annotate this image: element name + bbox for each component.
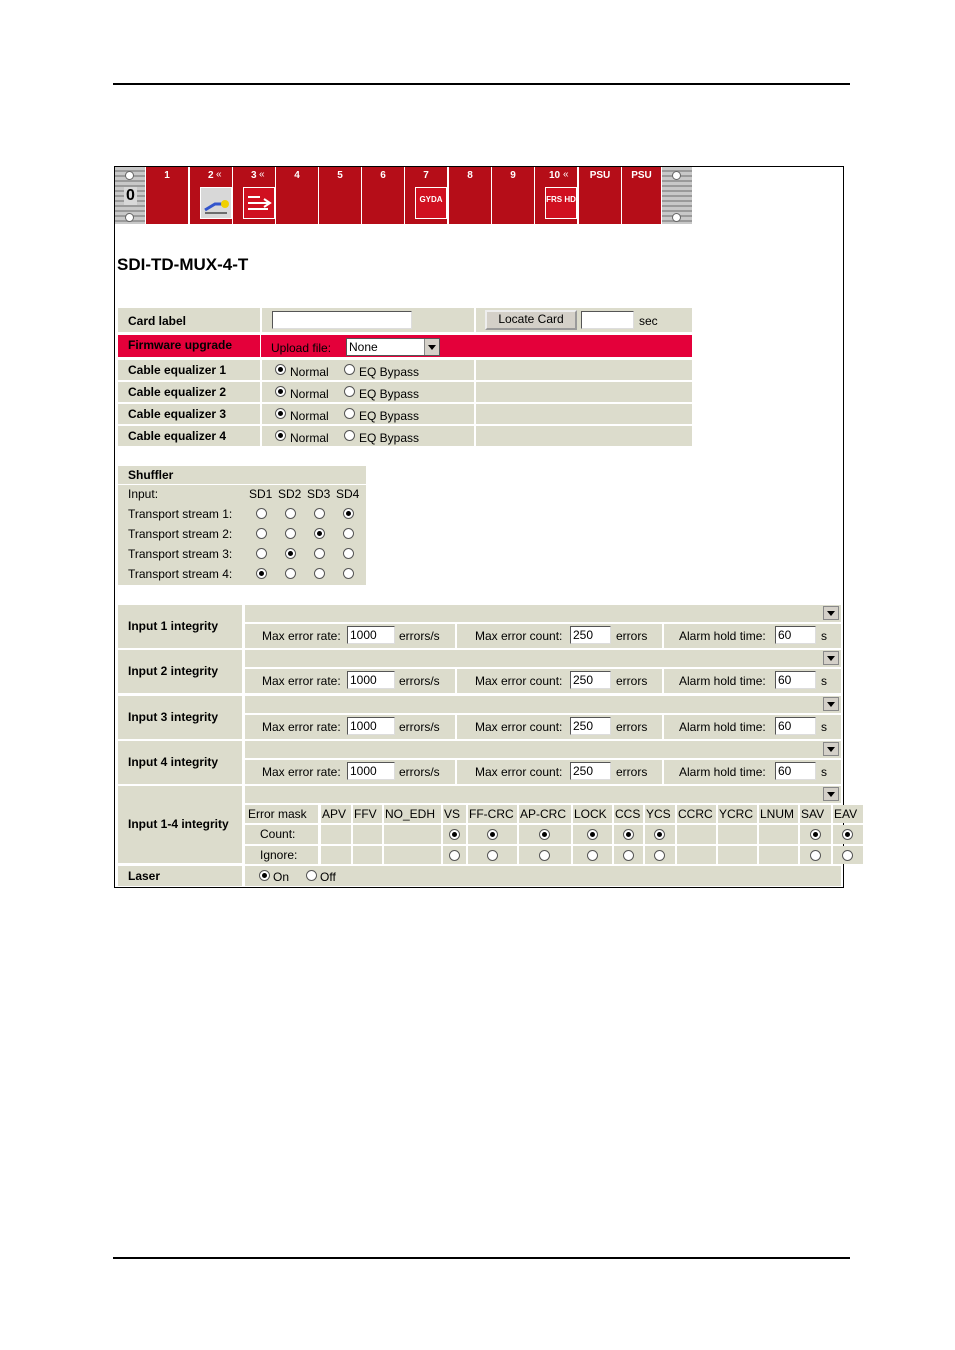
slot-number: PSU bbox=[589, 170, 611, 181]
integrity-field-cell bbox=[664, 669, 841, 693]
integrity-field-cell bbox=[457, 624, 662, 648]
integrity-field-cell bbox=[457, 760, 662, 784]
integrity-field-input[interactable] bbox=[347, 762, 395, 780]
integrity-field-label: Alarm hold time: bbox=[679, 719, 766, 734]
integrity-field-label: Alarm hold time: bbox=[679, 674, 766, 689]
count-radio[interactable] bbox=[810, 829, 821, 840]
ignore-label: Ignore: bbox=[260, 848, 298, 862]
slot-number: 1 bbox=[164, 170, 170, 181]
count-radio[interactable] bbox=[842, 829, 853, 840]
error-mask-label: Input 1-4 integrity bbox=[118, 786, 242, 863]
rack-right-endcap bbox=[662, 167, 692, 224]
error-mask-cell bbox=[677, 825, 716, 844]
shuffler-radio[interactable] bbox=[314, 528, 325, 539]
slot-number: 3 bbox=[251, 170, 257, 181]
ignore-radio[interactable] bbox=[587, 850, 598, 861]
error-mask-header-bar bbox=[245, 786, 841, 803]
transport-stream-label: Transport stream 2: bbox=[128, 527, 233, 541]
locate-card-button[interactable]: Locate Card bbox=[485, 310, 577, 330]
card-config-panel bbox=[114, 166, 858, 888]
rack-frame bbox=[115, 167, 692, 224]
rack-slot[interactable] bbox=[622, 167, 661, 224]
slot-number: 2 bbox=[208, 170, 214, 181]
seconds-unit: sec bbox=[639, 314, 658, 328]
signal-icon: « bbox=[259, 169, 265, 180]
laser-label: Laser bbox=[118, 866, 242, 886]
integrity-field-input[interactable] bbox=[347, 717, 395, 735]
error-mask-cell bbox=[718, 846, 757, 864]
eq-normal-radio[interactable] bbox=[275, 386, 286, 397]
chevron-down-icon[interactable] bbox=[823, 651, 839, 665]
integrity-field-label: Max error rate: bbox=[262, 764, 341, 779]
eq-normal-radio[interactable] bbox=[275, 364, 286, 375]
rack-slot[interactable] bbox=[449, 167, 491, 224]
eq-normal-radio[interactable] bbox=[275, 408, 286, 419]
error-mask-column: FFV bbox=[354, 807, 377, 821]
rack-screw-icon bbox=[672, 213, 681, 222]
rack-slot[interactable] bbox=[405, 167, 447, 224]
integrity-field-input[interactable] bbox=[347, 626, 395, 644]
rack-slot[interactable] bbox=[319, 167, 361, 224]
eq-normal-label: Normal bbox=[290, 431, 329, 445]
card-label-cell bbox=[262, 308, 474, 332]
shuffler-radio[interactable] bbox=[285, 528, 296, 539]
eq-bypass-radio[interactable] bbox=[344, 430, 355, 441]
shuffler-radio[interactable] bbox=[256, 548, 267, 559]
integrity-field-input[interactable] bbox=[775, 626, 816, 644]
slot-number: 4 bbox=[294, 170, 300, 181]
slot-number: 9 bbox=[510, 170, 516, 181]
slot-number: 8 bbox=[467, 170, 473, 181]
rack-left-endcap bbox=[115, 167, 145, 224]
transport-stream-label: Transport stream 3: bbox=[128, 547, 233, 561]
eq-bypass-radio[interactable] bbox=[344, 386, 355, 397]
shuffler-radio[interactable] bbox=[285, 508, 296, 519]
error-mask-column: CCRC bbox=[678, 807, 713, 821]
integrity-field-label: Max error rate: bbox=[262, 629, 341, 643]
integrity-header-bar bbox=[245, 650, 841, 667]
ignore-radio[interactable] bbox=[487, 850, 498, 861]
error-mask-cell bbox=[677, 846, 716, 864]
shuffler-radio[interactable] bbox=[314, 548, 325, 559]
rack-screw-icon bbox=[672, 171, 681, 180]
locate-card-cell bbox=[476, 308, 692, 332]
divider bbox=[577, 167, 578, 224]
slot-number: 6 bbox=[380, 170, 386, 181]
shuffler-radio[interactable] bbox=[343, 508, 354, 519]
integrity-field-unit: s bbox=[821, 674, 827, 689]
integrity-field-cell bbox=[457, 715, 662, 739]
rack-slot[interactable] bbox=[579, 167, 621, 224]
transport-stream-label: Transport stream 4: bbox=[128, 567, 233, 581]
integrity-field-cell bbox=[245, 760, 455, 784]
integrity-field-unit: s bbox=[821, 719, 827, 734]
rack-slot[interactable] bbox=[362, 167, 404, 224]
firmware-upgrade-label: Firmware upgrade bbox=[128, 338, 233, 352]
integrity-field-input[interactable] bbox=[775, 671, 816, 689]
error-mask-cell bbox=[384, 846, 441, 864]
laser-on-radio[interactable] bbox=[259, 870, 270, 881]
count-label: Count: bbox=[260, 827, 296, 841]
integrity-field-unit: errors/s bbox=[399, 719, 440, 734]
rack-slot[interactable] bbox=[146, 167, 188, 224]
equalizer-label: Cable equalizer 4 bbox=[118, 426, 260, 446]
chevron-down-icon[interactable] bbox=[823, 787, 839, 801]
ignore-radio[interactable] bbox=[539, 850, 550, 861]
rack-screw-icon bbox=[125, 171, 134, 180]
error-mask-column: LOCK bbox=[574, 807, 607, 821]
integrity-label: Input 3 integrity bbox=[118, 696, 242, 739]
equalizer-spacer bbox=[476, 360, 692, 380]
slot-number: 5 bbox=[337, 170, 343, 181]
signal-icon: « bbox=[563, 169, 569, 180]
shuffler-column-header: SD4 bbox=[336, 487, 360, 501]
integrity-label: Input 4 integrity bbox=[118, 741, 242, 784]
integrity-field-unit: errors bbox=[616, 719, 648, 734]
equalizer-options bbox=[262, 382, 474, 402]
chevron-down-icon[interactable] bbox=[424, 339, 439, 355]
equalizer-options bbox=[262, 360, 474, 380]
locate-seconds-input[interactable] bbox=[581, 311, 634, 329]
ignore-radio[interactable] bbox=[810, 850, 821, 861]
shuffler-input-label: Input: bbox=[128, 487, 159, 501]
laser-off-radio[interactable] bbox=[306, 870, 317, 881]
eq-normal-label: Normal bbox=[290, 387, 329, 401]
integrity-field-label: Max error rate: bbox=[262, 674, 341, 689]
shuffler-column-header: SD2 bbox=[278, 487, 302, 501]
rack-slot[interactable] bbox=[233, 167, 275, 224]
laser-on-label: On bbox=[273, 870, 290, 884]
shuffler-radio[interactable] bbox=[256, 568, 267, 579]
rack-slot[interactable] bbox=[492, 167, 534, 224]
equalizer-options bbox=[262, 426, 474, 446]
integrity-field-cell bbox=[664, 715, 841, 739]
card-label-label: Card label bbox=[118, 308, 260, 332]
integrity-field-input[interactable] bbox=[570, 626, 611, 644]
rack-slot[interactable] bbox=[190, 167, 232, 224]
integrity-field-unit: s bbox=[821, 764, 827, 779]
count-radio[interactable] bbox=[654, 829, 665, 840]
integrity-field-cell bbox=[245, 624, 455, 648]
integrity-header-bar bbox=[245, 741, 841, 758]
integrity-label: Input 2 integrity bbox=[118, 650, 242, 693]
shuffler-radio[interactable] bbox=[314, 508, 325, 519]
footer-rule bbox=[113, 1257, 850, 1259]
eq-bypass-radio[interactable] bbox=[344, 364, 355, 375]
error-mask-column: AP-CRC bbox=[520, 807, 567, 821]
error-mask-column: APV bbox=[322, 807, 347, 821]
eq-card-icon bbox=[200, 187, 232, 219]
error-mask-cell bbox=[353, 825, 382, 844]
shuffler-column-header: SD3 bbox=[307, 487, 331, 501]
equalizer-label: Cable equalizer 2 bbox=[118, 382, 260, 402]
error-mask-column: SAV bbox=[801, 807, 825, 821]
shuffler-radio[interactable] bbox=[285, 568, 296, 579]
error-mask-column: YCRC bbox=[719, 807, 754, 821]
integrity-field-unit: errors/s bbox=[399, 629, 440, 643]
eq-normal-radio[interactable] bbox=[275, 430, 286, 441]
eq-bypass-radio[interactable] bbox=[344, 408, 355, 419]
chevron-down-icon[interactable] bbox=[823, 606, 839, 620]
header-rule bbox=[113, 83, 850, 85]
rack-slot[interactable] bbox=[276, 167, 318, 224]
eq-normal-label: Normal bbox=[290, 409, 329, 423]
error-mask-column: YCS bbox=[646, 807, 671, 821]
integrity-field-input[interactable] bbox=[775, 762, 816, 780]
ignore-radio[interactable] bbox=[449, 850, 460, 861]
equalizer-spacer bbox=[476, 382, 692, 402]
slot-number: 7 bbox=[423, 170, 429, 181]
shuffler-column-header: SD1 bbox=[249, 487, 273, 501]
eq-normal-label: Normal bbox=[290, 365, 329, 379]
firmware-file-select[interactable] bbox=[346, 338, 440, 356]
count-radio[interactable] bbox=[449, 829, 460, 840]
error-mask-column: FF-CRC bbox=[469, 807, 514, 821]
ignore-radio[interactable] bbox=[654, 850, 665, 861]
error-mask-cell bbox=[759, 825, 798, 844]
laser-off-label: Off bbox=[320, 870, 336, 884]
integrity-field-cell bbox=[245, 715, 455, 739]
error-mask-cell bbox=[759, 846, 798, 864]
count-radio[interactable] bbox=[539, 829, 550, 840]
integrity-field-cell bbox=[457, 669, 662, 693]
equalizer-options bbox=[262, 404, 474, 424]
eq-bypass-label: EQ Bypass bbox=[359, 431, 420, 445]
shuffler-radio[interactable] bbox=[343, 548, 354, 559]
error-mask-column: VS bbox=[444, 807, 461, 821]
integrity-field-unit: errors bbox=[616, 674, 648, 689]
shuffler-radio[interactable] bbox=[314, 568, 325, 579]
integrity-field-label: Max error count: bbox=[475, 719, 563, 734]
integrity-field-label: Max error count: bbox=[475, 674, 563, 689]
rack-slot[interactable] bbox=[535, 167, 577, 224]
firmware-file-value: None bbox=[349, 340, 378, 354]
integrity-field-label: Alarm hold time: bbox=[679, 629, 766, 643]
upload-file-label: Upload file: bbox=[271, 341, 332, 355]
ignore-radio[interactable] bbox=[842, 850, 853, 861]
integrity-field-unit: errors bbox=[616, 629, 648, 643]
shuffler-radio[interactable] bbox=[285, 548, 296, 559]
integrity-field-label: Max error rate: bbox=[262, 719, 341, 734]
error-mask-header: Error mask bbox=[248, 807, 307, 821]
error-mask-cell bbox=[321, 825, 351, 844]
integrity-field-label: Alarm hold time: bbox=[679, 764, 766, 779]
shuffler-radio[interactable] bbox=[256, 528, 267, 539]
integrity-field-cell bbox=[664, 624, 841, 648]
gyda-card-icon bbox=[415, 187, 447, 219]
signal-icon: « bbox=[216, 169, 222, 180]
shuffler-radio[interactable] bbox=[256, 508, 267, 519]
error-mask-cell bbox=[321, 846, 351, 864]
rack-screw-icon bbox=[125, 213, 134, 222]
shuffler-title: Shuffler bbox=[128, 468, 174, 482]
count-radio[interactable] bbox=[487, 829, 498, 840]
equalizer-label: Cable equalizer 3 bbox=[118, 404, 260, 424]
error-mask-cell bbox=[353, 846, 382, 864]
error-mask-column: LNUM bbox=[760, 807, 795, 821]
transport-stream-label: Transport stream 1: bbox=[128, 507, 233, 521]
frame-number: 0 bbox=[126, 187, 135, 204]
divider bbox=[447, 167, 448, 224]
eq-bypass-label: EQ Bypass bbox=[359, 365, 420, 379]
integrity-field-cell bbox=[245, 669, 455, 693]
integrity-header-bar bbox=[245, 696, 841, 713]
shuffler-radio[interactable] bbox=[343, 528, 354, 539]
eq-bypass-label: EQ Bypass bbox=[359, 409, 420, 423]
page-title: SDI-TD-MUX-4-T bbox=[117, 255, 249, 274]
slot-number: PSU bbox=[631, 170, 652, 181]
ignore-radio[interactable] bbox=[623, 850, 634, 861]
shuffler-panel bbox=[118, 466, 366, 585]
integrity-field-unit: s bbox=[821, 629, 827, 643]
laser-cell bbox=[245, 866, 841, 886]
integrity-field-label: Max error count: bbox=[475, 629, 563, 643]
integrity-field-input[interactable] bbox=[775, 717, 816, 735]
error-mask-cell bbox=[384, 825, 441, 844]
integrity-label: Input 1 integrity bbox=[118, 605, 242, 648]
integrity-header-bar bbox=[245, 605, 841, 622]
error-mask-column: NO_EDH bbox=[385, 807, 436, 821]
divider bbox=[188, 167, 189, 224]
chevron-down-icon[interactable] bbox=[823, 742, 839, 756]
count-radio[interactable] bbox=[587, 829, 598, 840]
card-icon-text: GYDA bbox=[419, 195, 443, 204]
mux-card-icon bbox=[243, 187, 275, 219]
integrity-field-input[interactable] bbox=[570, 671, 611, 689]
equalizer-label: Cable equalizer 1 bbox=[118, 360, 260, 380]
card-label-input[interactable] bbox=[272, 311, 412, 329]
divider bbox=[260, 335, 261, 357]
card-icon-text: FRS HD bbox=[546, 195, 576, 204]
integrity-field-unit: errors/s bbox=[399, 674, 440, 689]
integrity-field-input[interactable] bbox=[570, 717, 611, 735]
integrity-field-input[interactable] bbox=[570, 762, 611, 780]
slot-number: 10 bbox=[549, 170, 561, 181]
error-mask-column: EAV bbox=[834, 807, 858, 821]
integrity-field-unit: errors bbox=[616, 764, 648, 779]
integrity-field-input[interactable] bbox=[347, 671, 395, 689]
divider bbox=[118, 484, 366, 485]
error-mask-column: CCS bbox=[615, 807, 641, 821]
error-mask-cell bbox=[718, 825, 757, 844]
equalizer-spacer bbox=[476, 404, 692, 424]
integrity-field-unit: errors/s bbox=[399, 764, 440, 779]
chevron-down-icon[interactable] bbox=[823, 697, 839, 711]
count-radio[interactable] bbox=[623, 829, 634, 840]
frs-hd-card-icon bbox=[545, 187, 577, 219]
equalizer-spacer bbox=[476, 426, 692, 446]
integrity-field-label: Max error count: bbox=[475, 764, 563, 779]
shuffler-radio[interactable] bbox=[343, 568, 354, 579]
eq-bypass-label: EQ Bypass bbox=[359, 387, 420, 401]
integrity-field-cell bbox=[664, 760, 841, 784]
